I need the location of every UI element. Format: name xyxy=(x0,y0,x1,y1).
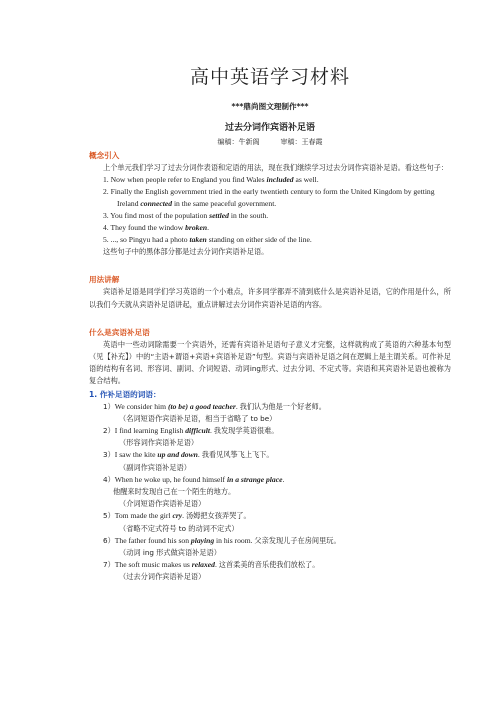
example-note: （副词作宾语补足语） xyxy=(119,462,191,472)
intro-paragraph: 上个单元我们学习了过去分词作表语和定语的用法，现在我们继续学习过去分词作宾语补足语。看这些句子： xyxy=(103,163,449,172)
editor-line: 编稿：牛新阁 审稿：王春霞 xyxy=(217,138,323,146)
intro-closing: 这些句子中的黑体部分都是过去分词作宾语补足语。 xyxy=(103,247,269,257)
intro-example: 2. Finally the English government tried in the early twentieth century to form the United Kingdom by getting Ireland connected in the same peaceful government. xyxy=(103,187,435,209)
producer-line: ***鼎尚图文理制作*** xyxy=(231,102,309,111)
example-note: （名词短语作宾语补足语，相当于省略了 to be） xyxy=(119,413,277,423)
lesson-title: 过去分词作宾语补足语 xyxy=(224,123,315,133)
complement-example: 6）The father found his son playing in his room. 父亲发现儿子在房间里玩。 xyxy=(103,535,341,545)
subsection-heading: 1. 作补足语的词语： xyxy=(89,389,161,399)
example-note: （形容词作宾语补足语） xyxy=(119,438,199,448)
section-heading-usage: 用法讲解 xyxy=(89,275,120,285)
definition-paragraph: 英语中一些动词除需要一个宾语外，还需有宾语补足语句子意义才完整，这样就构成了英语的六种基本句型（见【补充】）中的“主语+谓语+宾语+宾语补足语”句型。宾语与宾语补足语之间在逻辑上是主谓关系。可作补足语的结构有名词、形容词、副词、介词短语、动词ing形式、过去分词、不定式等。宾语和其宾语补足语也被称为复合结构。 xyxy=(89,339,451,386)
example-translation: 他醒来时发现自己在一个陌生的地方。 xyxy=(113,487,236,497)
complement-example: 7）The soft music makes us relaxed. 这首柔美的音乐使我们放松了。 xyxy=(103,560,320,570)
section-heading-intro: 概念引入 xyxy=(89,151,120,160)
intro-example: 3. You find most of the population settled in the south. xyxy=(103,211,269,221)
intro-example: 4. They found the window broken. xyxy=(103,223,209,233)
example-note: （动词 ing 形式做宾语补足语） xyxy=(119,548,221,558)
intro-example: 5. ..., so Pingyu had a photo taken standing on either side of the line. xyxy=(103,235,312,245)
usage-paragraph: 宾语补足语是同学们学习英语的一个小难点，许多同学都弄不清到底什么是宾语补足语，它的作用是什么，所以我们今天就从宾语补足语讲起，重点讲解过去分词作宾语补足语的内容。 xyxy=(89,287,451,309)
complement-example: 1）We consider him (to be) a good teacher. 我们认为他是一个好老师。 xyxy=(103,401,326,411)
example-note: （省略不定式符号 to 的动词不定式） xyxy=(119,523,239,533)
section-heading-what: 什么是宾语补足语 xyxy=(89,327,150,337)
intro-example-list xyxy=(89,174,451,246)
example-note: （介词短语作宾语补足语） xyxy=(119,499,206,509)
complement-example: 2）I find learning English difficult. 我发现学英语很难。 xyxy=(103,426,279,436)
page-title: 高中英语学习材料 xyxy=(189,66,350,88)
complement-example: 5）Tom made the girl cry. 汤姆把女孩弄哭了。 xyxy=(103,511,251,521)
complement-example: 3）I saw the kite up and down. 我看见风筝飞上飞下。 xyxy=(103,450,274,460)
complement-example: 4）When he woke up, he found himself in a strange place. xyxy=(103,474,285,484)
example-note: （过去分词作宾语补足语） xyxy=(119,572,206,582)
complement-example-list xyxy=(89,401,451,584)
intro-example: 1. Now when people refer to England you find Wales included as well. xyxy=(103,175,319,185)
